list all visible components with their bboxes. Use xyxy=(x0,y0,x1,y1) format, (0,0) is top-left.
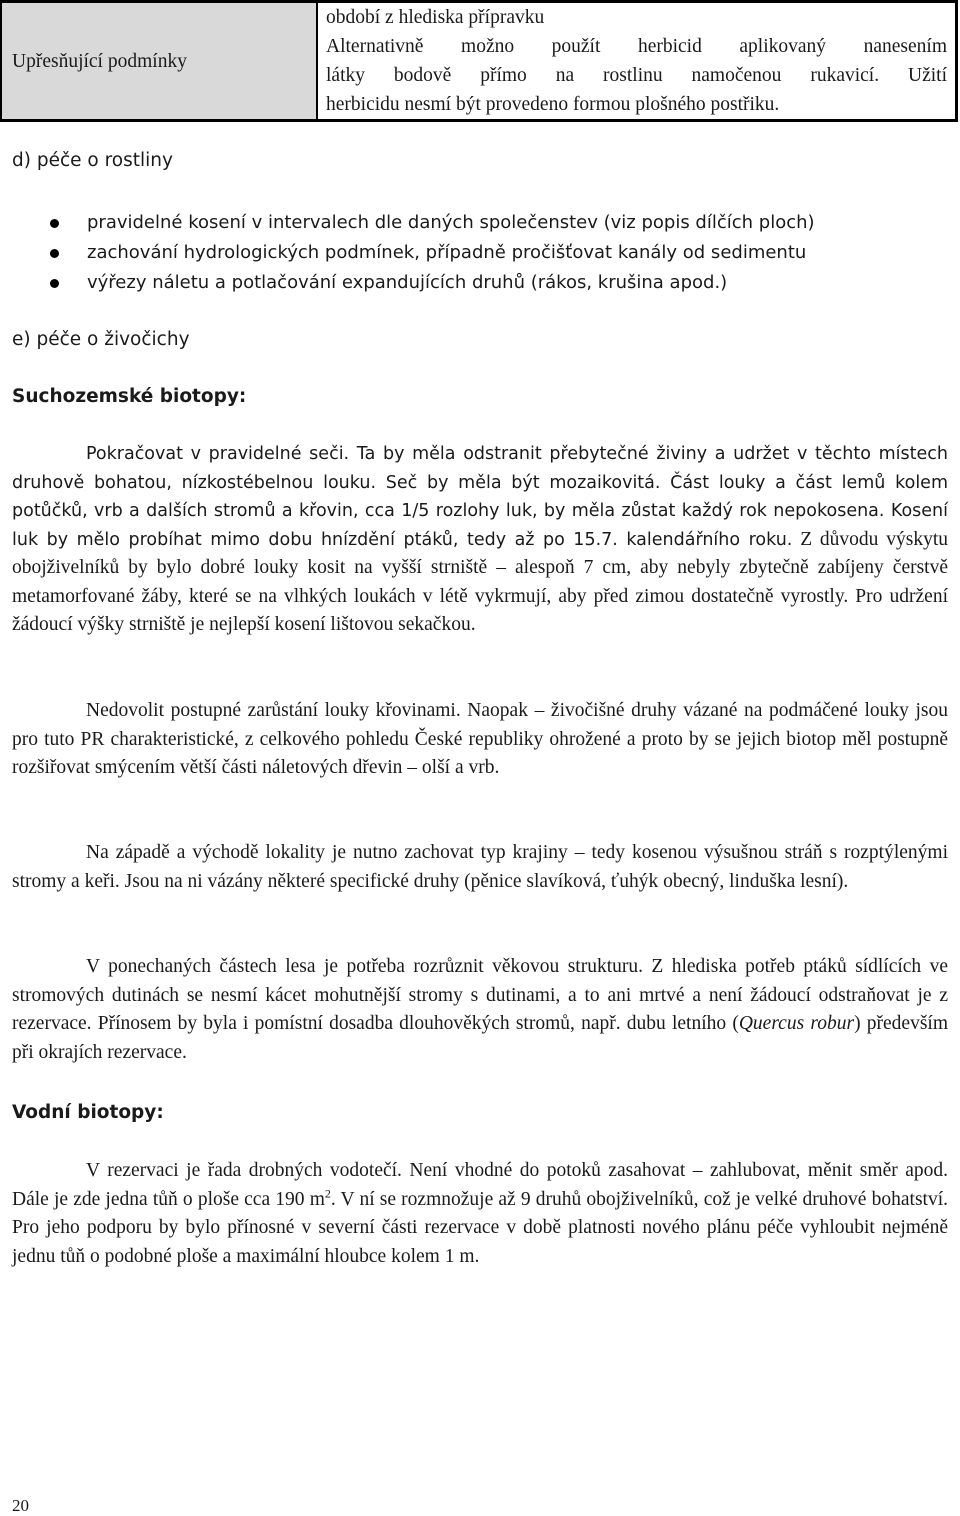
superscript: 2 xyxy=(324,1186,331,1200)
latin-name: Quercus robur xyxy=(738,1013,855,1034)
conditions-label-cell xyxy=(1,2,317,121)
list-item xyxy=(0,238,815,268)
bullet-icon xyxy=(50,219,59,228)
paragraph-terrestrial-4 xyxy=(12,953,948,1067)
conditions-value-cell xyxy=(317,2,957,121)
paragraph-text: Pokračovat v pravidelné seči. Ta by měla odstranit přebytečné živiny a udržet v těchto místech druhově bohatou, nízkostébelnou louku. Seč by měla být mozaikovitá. Část louky a část lemů kolem potůčků, vrb a dalších stromů a křovin, cca 1/5 rozlohy luk, by měla zůstat každý rok nepokosena. Kosení luk by mělo probíhat mimo dobu hnízdění ptáků, tedy až po 15.7. kalendářního roku. xyxy=(12,444,948,550)
paragraph-terrestrial-1 xyxy=(12,440,948,640)
paragraph-text: V ponechaných částech lesa je potřeba rozrůznit věkovou strukturu. Z hlediska potřeb ptáků sídlících ve stromových dutinách se nesmí kácet mohutnější stromy s dutinami, a to ani mrtvé a není žádoucí odstraňovat je z rezervace. Přínosem by byla i pomístní dosadba dlouhověkých stromů, např. dubu letního ( xyxy=(12,956,948,1034)
paragraph-text: Na západě a východě lokality je nutno zachovat typ krajiny – tedy kosenou výsušnou stráň s rozptýlenými stromy a keři. Jsou na ni vázány některé specifické druhy (pěnice slavíková, ťuhýk obecný, linduška lesní). xyxy=(12,842,948,892)
heading-animal-care: e) péče o živočichy xyxy=(12,329,190,350)
list-item-text: pravidelné kosení v intervalech dle daných společenstev (viz popis dílčích ploch) xyxy=(87,212,815,233)
paragraph-text: . V ní se rozmnožuje až 9 druhů obojživelníků, což je velké druhové bohatství. Pro jeho podporu by bylo přínosné v severní části rezervace v době platnosti nového plánu péče vyhloubit nejméně jednu tůň o podobné ploše a maximální hloubce kolem 1 m. xyxy=(12,1188,948,1267)
plant-care-list xyxy=(0,208,815,298)
bullet-icon xyxy=(50,249,59,258)
page-number: 20 xyxy=(12,1496,29,1515)
paragraph-terrestrial-3 xyxy=(12,839,948,896)
conditions-line: Alternativně možno použít herbicid aplikovaný nanesením xyxy=(326,36,947,57)
bullet-icon xyxy=(50,279,59,288)
heading-terrestrial-biotopes: Suchozemské biotopy: xyxy=(12,386,247,407)
conditions-table-grid xyxy=(0,0,958,122)
list-item xyxy=(0,208,815,238)
conditions-table xyxy=(0,0,958,122)
heading-aquatic-biotopes: Vodní biotopy: xyxy=(12,1102,164,1123)
conditions-line: období z hlediska přípravku xyxy=(326,7,545,28)
paragraph-aquatic-1 xyxy=(12,1157,948,1271)
paragraph-text: V rezervaci je řada drobných vodotečí. Není vhodné do potoků zasahovat – zahlubovat, měnit směr apod. Dále je zde jedna tůň o ploše cca 190 m xyxy=(12,1160,948,1210)
conditions-line: látky bodově přímo na rostlinu namočenou rukavicí. Užití xyxy=(326,65,947,86)
paragraph-text: ) především při okrajích rezervace. xyxy=(12,1013,948,1063)
conditions-label: Upřesňující podmínky xyxy=(12,50,187,72)
heading-plant-care: d) péče o rostliny xyxy=(12,150,173,171)
paragraph-text: Nedovolit postupné zarůstání louky křovinami. Naopak – živočišné druhy vázané na podmáčené louky jsou pro tuto PR charakteristické, z celkového pohledu České republiky ohrožené a proto by se jejich biotop měl postupně rozšiřovat smýcením větší části náletových dřevin – olší a vrb. xyxy=(12,700,948,778)
list-item-text: zachování hydrologických podmínek, případně pročišťovat kanály od sedimentu xyxy=(87,242,807,263)
list-item-text: výřezy náletu a potlačování expandujících druhů (rákos, krušina apod.) xyxy=(87,272,728,293)
list-item xyxy=(0,268,815,298)
conditions-line: herbicidu nesmí být provedeno formou plošného postřiku. xyxy=(326,94,780,115)
paragraph-text: Z důvodu výskytu obojživelníků by bylo dobré louky kosit na vyšší strniště – alespoň 7 cm, aby nebyly zbytečně zabíjeny čerstvě metamorfované žáby, které se na vlhkých loukách v létě vykrmují, aby před zimou dostatečně vyrostly. Pro udržení žádoucí výšky strniště je nejlepší kosení lištovou sekačkou. xyxy=(12,528,949,635)
paragraph-terrestrial-2 xyxy=(12,697,948,783)
